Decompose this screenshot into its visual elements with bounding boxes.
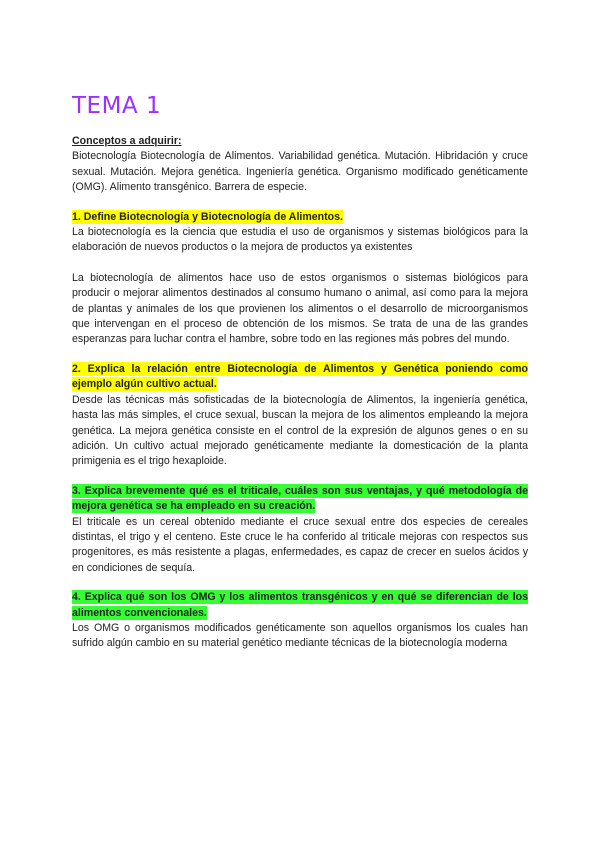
concepts-heading: Conceptos a adquirir: <box>72 135 182 147</box>
answer-2-paragraph-1: Desde las técnicas más sofisticadas de la biotecnología de Alimentos, la ingeniería genética, hasta las más simples, el cruce sexual, buscan la mejora de los alimentos empleando la mejora genética. La mejora genética consiste en el control de la expresión de algunos genes o en su adición. Un cultivo actual mejorado genéticamente mediante la domesticación de la planta primigenia es el trigo hexaploide. <box>72 393 528 468</box>
page-title: TEMA 1 <box>72 93 162 119</box>
answer-1-paragraph-2: La biotecnología de alimentos hace uso de estos organismos o sistemas biológicos para producir o mejorar alimentos destinados al consumo humano o animal, así como para la mejora de plantas y animales de los que provienen los alimentos o el desarrollo de microorganismos que intervengan en el proceso de obtención de los mismos. Se trata de una de las grandes esperanzas para luchar contra el hambre, sobre todo en las regiones más pobres del mundo. <box>72 271 528 346</box>
question-4-text: 4. Explica qué son los OMG y los alimentos transgénicos y en qué se diferencian de los alimentos convencionales. <box>72 591 528 619</box>
answer-3-paragraph-1: El triticale es un cereal obtenido mediante el cruce sexual entre dos especies de cereales distintas, el trigo y el centeno. Este cruce le ha conferido al triticale mejoras con respectos sus progenitores, es más resistente a plagas, enfermedades, es capaz de crecer en suelos ácidos y en condiciones de sequía. <box>72 515 528 574</box>
question-3-text: 3. Explica brevemente qué es el triticale, cuáles son sus ventajas, y qué metodología de mejora genética se ha empleado en su creación. <box>72 484 528 513</box>
answer-4-paragraph-1: Los OMG o organismos modificados genéticamente son aquellos organismos los cuales han sufrido algún cambio en su material genético mediante técnicas de la biotecnología moderna <box>72 621 528 650</box>
question-2 <box>72 362 528 393</box>
paragraph-gap <box>72 256 528 271</box>
document-body <box>72 134 528 652</box>
answer-1-paragraph-1: La biotecnología es la ciencia que estudia el uso de organismos y sistemas biológicos para la elaboración de nuevos productos o la mejora de productos ya existentes <box>72 226 528 254</box>
question-1-text: 1. Define Biotecnología y Biotecnología de Alimentos. <box>72 210 343 223</box>
question-4 <box>72 590 528 621</box>
question-3 <box>72 484 528 515</box>
question-1 <box>72 210 528 225</box>
question-2-text: 2. Explica la relación entre Biotecnología de Alimentos y Genética poniendo como ejemplo algún cultivo actual. <box>72 362 528 391</box>
concepts-text: Biotecnología Biotecnología de Alimentos. Variabilidad genética. Mutación. Hibridación y cruce sexual. Mutación. Mejora genética. Ingeniería genética. Organismo modificado genéticamente (OMG). Alimento transgénico. Barrera de especie. <box>72 150 528 194</box>
